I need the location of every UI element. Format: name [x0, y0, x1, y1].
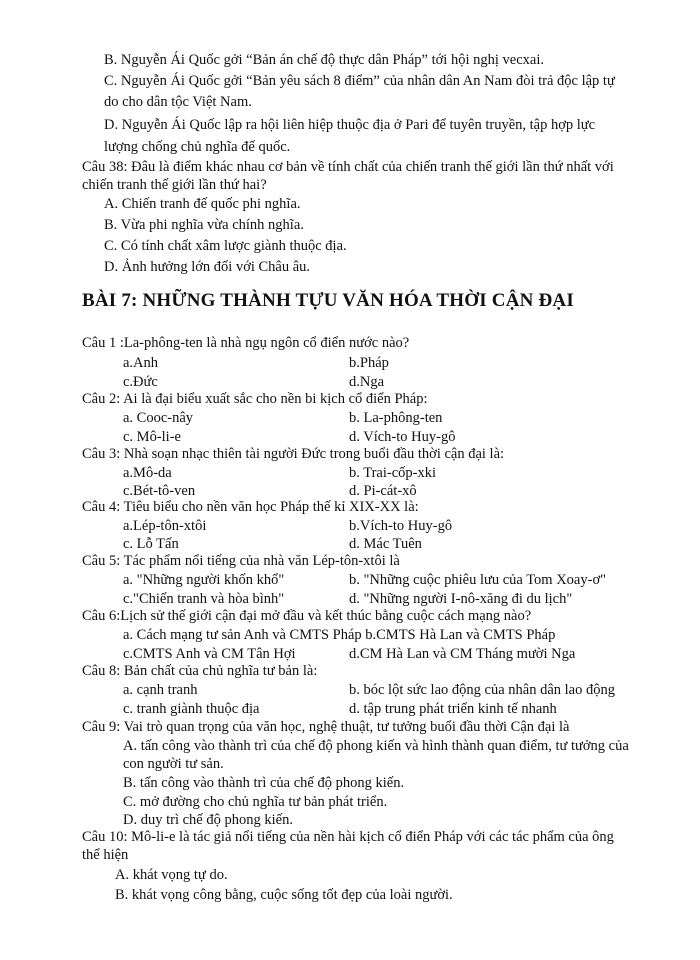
- question-1-option-d: d.Nga: [349, 374, 385, 390]
- option-c-previous-line2: do cho dân tộc Việt Nam.: [104, 94, 252, 110]
- question-2: Câu 2: Ai là đại biểu xuất sắc cho nền bi kịch cổ điển Pháp:: [82, 391, 428, 407]
- question-6-option-d: d.CM Hà Lan và CM Tháng mười Nga: [349, 646, 576, 662]
- question-2-option-d: d. Vích-to Huy-gô: [349, 429, 456, 445]
- question-9-option-b: B. tấn công vào thành trì của chế độ phong kiến.: [123, 775, 405, 791]
- question-6-option-c: c.CMTS Anh và CM Tân Hợi: [123, 646, 296, 662]
- question-6: Câu 6:Lịch sử thế giới cận đại mở đầu và kết thúc bằng cuộc cách mạng nào?: [82, 608, 532, 624]
- question-3-option-d: d. Pi-cát-xô: [349, 483, 417, 499]
- question-10-option-b: B. khát vọng công bằng, cuộc sống tốt đẹp của loài người.: [115, 887, 453, 903]
- question-8-option-b: b. bóc lột sức lao động của nhân dân lao động: [349, 682, 615, 698]
- question-8-option-a: a. cạnh tranh: [123, 682, 198, 698]
- question-4-option-b: b.Vích-to Huy-gô: [349, 518, 453, 534]
- question-3-option-c: c.Bét-tô-ven: [123, 483, 196, 499]
- question-8: Câu 8: Bản chất của chủ nghĩa tư bản là:: [82, 663, 318, 679]
- question-8-option-d: d. tập trung phát triển kinh tế nhanh: [349, 701, 557, 717]
- question-3-option-b: b. Trai-cốp-xki: [349, 465, 436, 481]
- question-4-option-d: d. Mác Tuên: [349, 536, 422, 552]
- option-d-previous-line1: D. Nguyễn Ái Quốc lập ra hội liên hiệp thuộc địa ở Pari để tuyên truyền, tập hợp lực: [104, 117, 596, 133]
- question-9-option-a-line1: A. tấn công vào thành trì của chế độ phong kiến và hình thành quan điểm, tư tưởng của: [123, 738, 629, 754]
- question-9-option-a-line2: con người tư sản.: [123, 756, 224, 772]
- question-10-line2: thể hiện: [82, 847, 129, 863]
- question-10-line1: Câu 10: Mô-li-e là tác giả nổi tiếng của nền hài kịch cổ điển Pháp với các tác phẩm của ông: [82, 829, 614, 845]
- question-2-option-b: b. La-phông-ten: [349, 410, 443, 426]
- question-4-option-a: a.Lép-tôn-xtôi: [123, 518, 207, 534]
- question-4: Câu 4: Tiêu biểu cho nền văn học Pháp thế kỉ XIX-XX là:: [82, 499, 419, 515]
- question-1-option-a: a.Anh: [123, 355, 159, 371]
- question-8-option-c: c. tranh giành thuộc địa: [123, 701, 260, 717]
- question-38-option-d: D. Ảnh hưởng lớn đối với Châu âu.: [104, 259, 311, 275]
- question-2-option-c: c. Mô-li-e: [123, 429, 181, 445]
- question-5-option-b: b. "Những cuộc phiêu lưu của Tom Xoay-ơ": [349, 572, 607, 588]
- question-9-option-d: D. duy trì chế độ phong kiến.: [123, 812, 293, 828]
- question-3-option-a: a.Mô-da: [123, 465, 172, 481]
- option-d-previous-line2: lượng chống chủ nghĩa đế quốc.: [104, 139, 291, 155]
- question-1-option-c: c.Đức: [123, 374, 158, 390]
- question-10-option-a: A. khát vọng tự do.: [115, 867, 228, 883]
- question-6-options-a-b: a. Cách mạng tư sản Anh và CMTS Pháp b.CMTS Hà Lan và CMTS Pháp: [123, 627, 556, 643]
- question-38-option-b: B. Vừa phi nghĩa vừa chính nghĩa.: [104, 217, 304, 233]
- question-5-option-d: d. "Những người I-nô-xăng đi du lịch": [349, 591, 573, 607]
- question-38-line1: Câu 38: Đâu là điểm khác nhau cơ bản về tính chất của chiến tranh thế giới lần thứ nhất với: [82, 159, 614, 175]
- question-5-option-a: a. "Những người khốn khổ": [123, 572, 285, 588]
- question-2-option-a: a. Cooc-nây: [123, 410, 194, 426]
- question-5: Câu 5: Tác phẩm nổi tiếng của nhà văn Lép-tôn-xtôi là: [82, 553, 400, 569]
- question-4-option-c: c. Lỗ Tấn: [123, 536, 179, 552]
- question-3: Câu 3: Nhà soạn nhạc thiên tài người Đức trong buổi đầu thời cận đại là:: [82, 446, 505, 462]
- lesson-heading: BÀI 7: NHỮNG THÀNH TỰU VĂN HÓA THỜI CẬN ĐẠI: [82, 290, 574, 311]
- question-9-option-c: C. mở đường cho chủ nghĩa tư bản phát triển.: [123, 794, 388, 810]
- question-38-option-c: C. Có tính chất xâm lược giành thuộc địa.: [104, 238, 347, 254]
- question-1: Câu 1 :La-phông-ten là nhà ngụ ngôn cổ điển nước nào?: [82, 335, 410, 351]
- question-1-option-b: b.Pháp: [349, 355, 389, 371]
- option-b-previous: B. Nguyễn Ái Quốc gởi “Bản án chế độ thực dân Pháp” tới hội nghị vecxai.: [104, 52, 544, 68]
- option-c-previous-line1: C. Nguyễn Ái Quốc gởi “Bản yêu sách 8 điểm” của nhân dân An Nam đòi trả độc lập tự: [104, 73, 615, 89]
- question-9: Câu 9: Vai trò quan trọng của văn học, nghệ thuật, tư tưởng buổi đầu thời Cận đại là: [82, 719, 570, 735]
- question-38-option-a: A. Chiến tranh đế quốc phi nghĩa.: [104, 196, 301, 212]
- question-5-option-c: c."Chiến tranh và hòa bình": [123, 591, 285, 607]
- question-38-line2: chiến tranh thế giới lần thứ hai?: [82, 177, 267, 193]
